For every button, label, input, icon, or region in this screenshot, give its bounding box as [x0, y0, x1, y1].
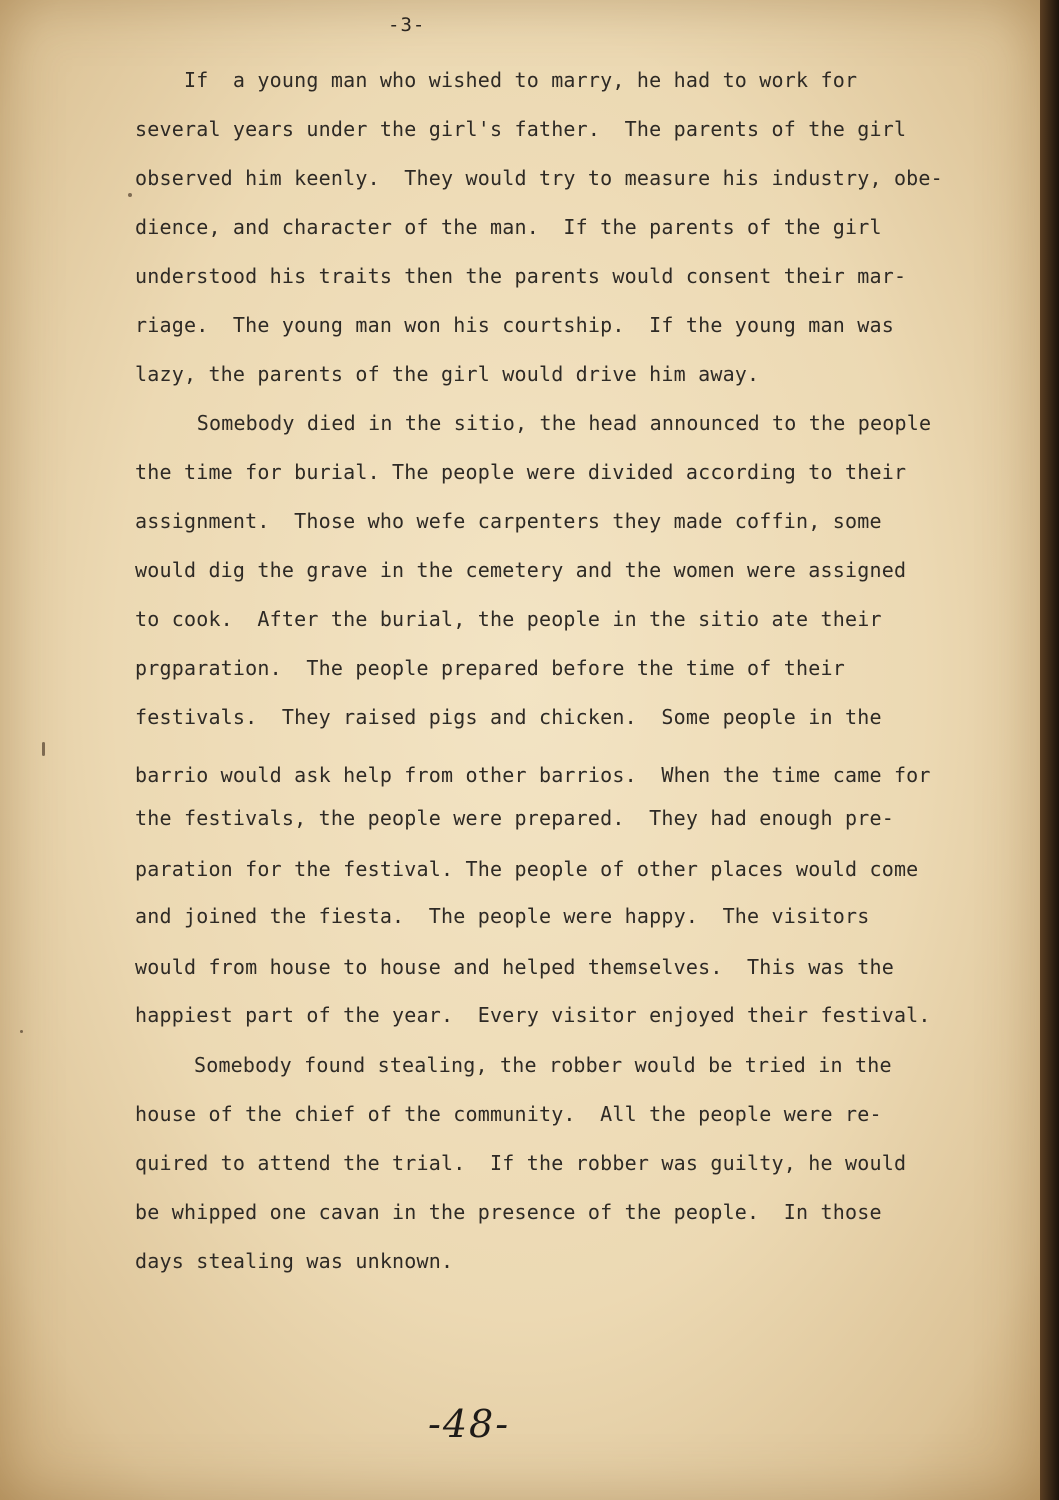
- text-line: days stealing was unknown.: [135, 1249, 454, 1273]
- text-line: understood his traits then the parents would consent their mar-: [135, 264, 907, 288]
- text-line: riage. The young man won his courtship. If the young man was: [135, 313, 894, 337]
- text-line: be whipped one cavan in the presence of the people. In those: [135, 1200, 882, 1224]
- text-line: would dig the grave in the cemetery and the women were assigned: [135, 558, 907, 582]
- page-header-number: -3-: [388, 14, 426, 36]
- text-line: paration for the festival. The people of other places would come: [135, 857, 919, 881]
- ink-speck: [20, 1030, 23, 1033]
- text-line: several years under the girl's father. The parents of the girl: [135, 117, 907, 141]
- text-line: the time for burial. The people were divided according to their: [135, 460, 907, 484]
- text-line: assignment. Those who wefe carpenters they made coffin, some: [135, 509, 882, 533]
- page-edge-shadow: [1040, 0, 1059, 1500]
- text-line: Somebody found stealing, the robber would be tried in the: [145, 1053, 892, 1077]
- text-line: dience, and character of the man. If the parents of the girl: [135, 215, 882, 239]
- text-line: quired to attend the trial. If the robber was guilty, he would: [135, 1151, 907, 1175]
- text-line: lazy, the parents of the girl would drive him away.: [135, 362, 760, 386]
- text-line: observed him keenly. They would try to measure his industry, obe-: [135, 166, 943, 190]
- text-line: and joined the fiesta. The people were happy. The visitors: [135, 904, 870, 928]
- text-line: the festivals, the people were prepared. They had enough pre-: [135, 806, 894, 830]
- text-line: If a young man who wished to marry, he had to work for: [135, 68, 858, 92]
- handwritten-page-number: -48-: [428, 1402, 511, 1446]
- ink-speck: [128, 193, 132, 197]
- text-line: Somebody died in the sitio, the head announced to the people: [160, 411, 932, 435]
- text-line: barrio would ask help from other barrios. When the time came for: [135, 763, 931, 787]
- text-line: festivals. They raised pigs and chicken. Some people in the: [135, 705, 882, 729]
- ink-speck: [42, 742, 45, 756]
- text-line: happiest part of the year. Every visitor enjoyed their festival.: [135, 1003, 931, 1027]
- text-line: house of the chief of the community. All the people were re-: [135, 1102, 882, 1126]
- text-line: prgparation. The people prepared before the time of their: [135, 656, 845, 680]
- text-line: to cook. After the burial, the people in the sitio ate their: [135, 607, 882, 631]
- text-line: would from house to house and helped themselves. This was the: [135, 955, 894, 979]
